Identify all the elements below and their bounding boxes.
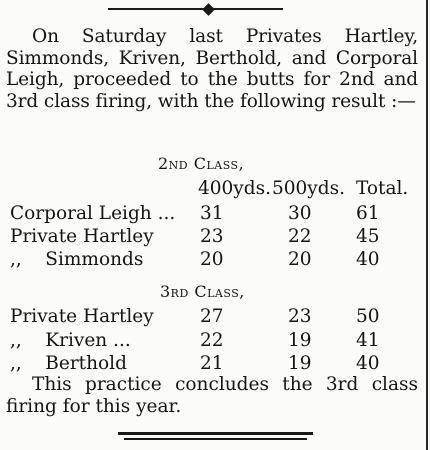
row-name: Private Hartley (10, 306, 154, 327)
table-row (0, 330, 430, 352)
closing-paragraph (6, 374, 418, 417)
heading-3rd-word: Class, (194, 282, 245, 301)
row-400yds: 20 (200, 249, 224, 270)
table-row (0, 353, 430, 375)
row-500yds: 20 (288, 249, 312, 270)
intro-paragraph (6, 26, 418, 112)
row-name: Corporal Leigh ... (10, 203, 176, 224)
bottom-divider-rule (118, 432, 313, 435)
row-500yds: 19 (288, 353, 312, 374)
column-header-total: Total. (356, 178, 409, 199)
row-400yds: 23 (200, 226, 224, 247)
heading-2nd-word: Class, (193, 154, 245, 173)
row-500yds: 30 (288, 203, 312, 224)
table-row (0, 203, 430, 225)
row-500yds: 23 (288, 306, 312, 327)
row-500yds: 19 (288, 330, 312, 351)
heading-2nd-num: 2nd (158, 154, 189, 173)
row-total: 40 (356, 353, 380, 374)
section-heading-3rd-class (160, 282, 245, 301)
row-500yds: 22 (288, 226, 312, 247)
row-total: 41 (356, 330, 380, 351)
column-border-right (426, 0, 428, 450)
row-400yds: 27 (200, 306, 224, 327)
top-divider-ornament (202, 3, 215, 16)
table-row (0, 226, 430, 248)
column-header-400yds: 400yds. (198, 178, 271, 199)
row-total: 45 (356, 226, 380, 247)
row-400yds: 31 (200, 203, 224, 224)
row-total: 50 (356, 306, 380, 327)
closing-paragraph-text: This practice concludes the 3rd class firing for this year. (6, 374, 418, 417)
bottom-divider-rule-second (124, 438, 307, 440)
table-row (0, 249, 430, 271)
row-400yds: 22 (200, 330, 224, 351)
top-divider-rule (108, 8, 283, 10)
row-total: 40 (356, 249, 380, 270)
intro-paragraph-text: On Saturday last Privates Hartley, Simmonds, Kriven, Berthold, and Corporal Leigh, proceeded to the butts for 2nd and 3rd class firing, with the following result :— (6, 26, 418, 112)
row-400yds: 21 (200, 353, 224, 374)
row-total: 61 (356, 203, 380, 224)
section-heading-2nd-class (158, 154, 244, 173)
row-name: ,, Simmonds (10, 249, 144, 270)
heading-3rd-num: 3rd (160, 282, 189, 301)
table-row (0, 306, 430, 328)
column-header-500yds: 500yds. (272, 178, 345, 199)
row-name: ,, Kriven ... (10, 330, 131, 351)
row-name: Private Hartley (10, 226, 154, 247)
row-name: ,, Berthold (10, 353, 127, 374)
